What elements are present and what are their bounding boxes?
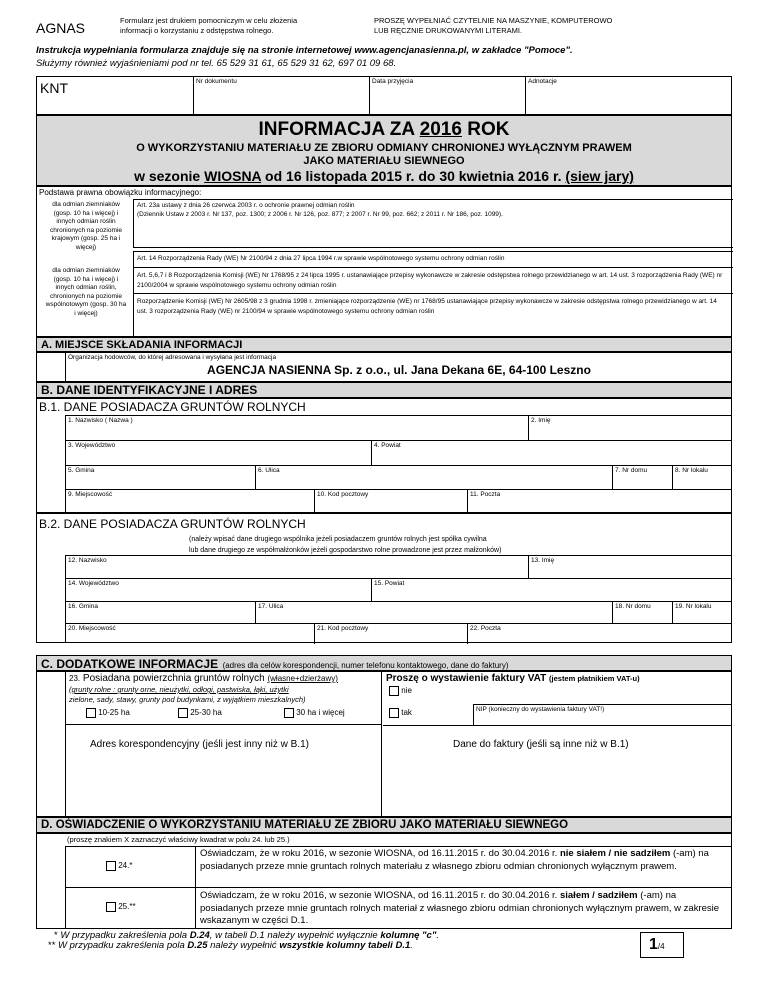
field-23-num: 23. (69, 674, 81, 683)
instructions-line2: Służymy również wyjaśnieniami pod nr tel. 65 529 31 61, 65 529 31 62, 697 01 09 68. (36, 58, 397, 69)
f24-text-b: (-am) na posiadanych przeze mnie gruntach rolnych materiału z własnego zbioru odmian chronionych wyłącznym prawem. (200, 848, 709, 872)
legal-right1 (137, 201, 727, 219)
field-14-wojewodztwo[interactable]: 14. Województwo (68, 580, 119, 587)
section-c-note: (adres dla celów korespondencji, numer telefonu kontaktowego, dane do faktury) (222, 661, 509, 670)
section-c-body (36, 671, 732, 817)
fn2-a: W przypadku zakreślenia pola (58, 940, 188, 951)
legal-right2c: Rozporządzenie Komisji (WE) Nr 2605/98 z 3 grudnia 1998 r. zmieniające rozporządzenie (WE) nr 1768/95 ustanawiające przepisy wykonawcze w zakresie odstępstwa rolnego przewidzianego w art. 14 ust. 3 rozporządzenia Rady (WE) nr 2100/94 w sprawie wspólnotowego systemu ochrony odmian roślin (137, 298, 717, 315)
f24-bold2: nie sadziłem (613, 848, 671, 859)
season-mid: od 16 listopada 2015 r. do 30 kwietnia 2016 r. (261, 168, 566, 184)
opt-25-30[interactable] (178, 708, 222, 718)
title-sub1: O WYKORZYSTANIU MATERIAŁU ZE ZBIORU ODMIANY CHRONIONEJ WYŁĄCZNYM PRAWEM (136, 142, 632, 154)
knt-label: KNT (40, 80, 68, 96)
field-24-label: 24.* (118, 861, 133, 871)
field-23-def2: zielone, sady, stawy, grunty pod budynkami, z wyjątkiem mieszkalnych) (69, 695, 306, 704)
header-caps-line1: PROSZĘ WYPEŁNIAĆ CZYTELNIE NA MASZYNIE, KOMPUTEROWO (374, 16, 613, 25)
field-18-nr-domu[interactable]: 18. Nr domu (612, 602, 672, 623)
section-a-value: AGENCJA NASIENNA Sp. z o.o., ul. Jana Dekana 6E, 64-100 Leszno (207, 363, 591, 377)
opt-10-25-label: 10-25 ha (98, 708, 130, 718)
section-a-label: Organizacja hodowców, do której adresowana i wysyłana jest informacja (68, 354, 277, 361)
f25-bold2: sadziłem (597, 890, 638, 901)
opt-30-plus[interactable] (284, 708, 345, 718)
field-12-nazwisko[interactable]: 12. Nazwisko (68, 557, 107, 564)
doc-row (36, 76, 732, 115)
field-13-imie[interactable]: 13. Imię (528, 556, 732, 578)
nr-dokumentu-field[interactable]: Nr dokumentu (196, 78, 237, 85)
field-23-def (69, 685, 305, 705)
checkbox-25[interactable] (106, 902, 116, 912)
title-sub2: JAKO MATERIAŁU SIEWNEGO (303, 155, 465, 167)
adnotacje-field[interactable]: Adnotacje (528, 78, 557, 85)
field-15-powiat[interactable]: 15. Powiat (371, 579, 732, 601)
b2-note (189, 534, 729, 556)
section-c-title: C. DODATKOWE INFORMACJE (41, 657, 219, 671)
b2-heading: B.2. DANE POSIADACZA GRUNTÓW ROLNYCH (39, 517, 306, 531)
section-b2 (36, 513, 732, 643)
fn2-d: wszystkie kolumny tabeli D.1 (279, 940, 411, 951)
b2-note-line2: lub dane drugiego ze współmałżonków jeżeli gospodarstwo rolne prowadzone jest przez małżonków) (189, 547, 502, 554)
f25-text-a: Oświadczam, że w roku 2016, w sezonie WIOSNA, od 16.11.2015 r. do 30.04.2016 r. (200, 890, 560, 901)
fn2-star: ** (48, 940, 56, 951)
section-c-heading (36, 655, 732, 671)
vat-label (386, 673, 640, 685)
field-20-miejscowosc[interactable]: 20. Miejscowość (68, 625, 116, 632)
field-7-nr-domu[interactable]: 7. Nr domu (612, 466, 672, 489)
section-d-body (36, 833, 732, 929)
f24-bold1: nie siałem / (559, 848, 612, 859)
org-name: AGNAS (36, 20, 86, 36)
f24-text-a: Oświadczam, że w roku 2016, w sezonie WIOSNA, od 16.11.2015 r. do 30.04.2016 r. (200, 848, 560, 859)
legal-right2b: Art. 5,6,7 i 8 Rozporządzenia Komisji (WE) Nr 1768/95 z 24 lipca 1995 r. ustanawiające przepisy wykonawcze w zakresie odstępstwa rolnego przewidzianego w art. 14 ust. 3 rozporządzenia Rady (WE) nr 2100/2004 w sprawie wspólnotowego systemu ochrony odmian roślin (137, 272, 723, 289)
field-24-text (200, 848, 728, 873)
section-a-heading: A. MIEJSCE SKŁADANIA INFORMACJI (36, 337, 732, 352)
vat-no-label: nie (401, 686, 412, 696)
section-d-heading: D. OŚWIADCZENIE O WYKORZYSTANIU MATERIAŁU ZE ZBIORU JAKO MATERIAŁU SIEWNEGO (36, 817, 732, 833)
checkbox-10-25[interactable] (86, 708, 96, 718)
checkbox-30-plus[interactable] (284, 708, 294, 718)
title-main-post: ROK (461, 119, 510, 140)
fn2-e: . (410, 940, 413, 951)
field-1-nazwisko[interactable]: 1. Nazwisko ( Nazwa ) (68, 417, 133, 424)
section-a-body (36, 352, 732, 382)
legal-basis (36, 186, 732, 337)
field-23-def1: (grunty rolne : grunty orne, nieużytki, odłogi, pastwiska, łąki, użytki (69, 685, 289, 694)
data-przyjecia-field[interactable]: Data przyjęcia (372, 78, 414, 85)
instructions (36, 44, 736, 70)
title-block (36, 115, 732, 186)
checkbox-vat-no[interactable] (389, 686, 399, 696)
vat-no[interactable] (389, 686, 412, 696)
vat-yes[interactable] (389, 708, 412, 718)
field-2-imie[interactable]: 2. Imię (528, 416, 732, 440)
footnote-2 (48, 940, 413, 951)
field-22-poczta[interactable]: 22. Poczta (467, 624, 732, 644)
season-pre: w sezonie (134, 168, 205, 184)
field-6-ulica[interactable]: 6. Ulica (255, 466, 612, 489)
title-main-pre: INFORMACJA ZA (258, 119, 420, 140)
legal-right1b: (Dziennik Ustaw z 2003 r. Nr 137, poz. 1300; z 2006 r. Nr 126, poz. 877; z 2007 r. Nr 99, poz. 662; z 2011 r. Nr 186, poz. 1099). (137, 211, 503, 218)
field-17-ulica[interactable]: 17. Ulica (255, 602, 612, 623)
header-note (120, 16, 330, 36)
fn2-c: należy wypełnić (207, 940, 280, 951)
legal-left1: dla odmian ziemniaków (gosp. 10 ha i więcej) i innych odmian roślin chronionych na poziomie krajowym (gosp. 25 ha i więcej) (50, 201, 122, 251)
fn1-d: kolumnę "c" (380, 930, 437, 941)
field-11-poczta[interactable]: 11. Poczta (467, 490, 732, 513)
section-d-note: (proszę znakiem X zaznaczyć właściwy kwadrat w polu 24. lub 25.) (67, 835, 290, 844)
field-21-kod-pocztowy[interactable]: 21. Kod pocztowy (314, 624, 467, 644)
legal-left2: dla odmian ziemniaków (gosp. 10 ha i więcej) i innych odmian roślin, chronionych na poziomie wspólnotowym (gosp. 30 ha i więcej) (45, 267, 127, 317)
title-main (37, 118, 731, 142)
field-23-label (69, 673, 338, 685)
field-8-nr-lokalu[interactable]: 8. Nr lokalu (672, 466, 732, 489)
opt-25-30-label: 25-30 ha (190, 708, 222, 718)
legal-right2a: Art. 14 Rozporządzenia Rady (WE) Nr 2100/94 z dnia 27 lipca 1994 r.w sprawie wspólnotowego systemu ochrony odmian roślin (137, 255, 505, 262)
section-a-field (65, 353, 731, 381)
field-10-kod-pocztowy[interactable]: 10. Kod pocztowy (314, 490, 467, 513)
field-19-nr-lokalu[interactable]: 19. Nr lokalu (672, 602, 732, 623)
opt-10-25[interactable] (86, 708, 130, 718)
fn1-c: , w tabeli D.1 należy wypełnić wyłącznie (209, 930, 381, 941)
fn1-a: W przypadku zakreślenia pola (60, 930, 190, 941)
fn1-e: . (436, 930, 439, 941)
page-total: /4 (657, 942, 665, 951)
nip-field[interactable] (473, 704, 732, 725)
f25-text-b: (-am) na posiadanych przeze mnie gruntach rolnych materiał z własnego zbioru odmian chronionych wyłącznym prawem, w zakresie wskazanym w części D.1. (200, 890, 720, 926)
field-25[interactable] (66, 888, 196, 929)
checkbox-vat-yes[interactable] (389, 708, 399, 718)
fn1-star: * (54, 930, 58, 941)
vat-note: (jestem płatnikiem VAT-u) (549, 674, 640, 683)
legal-heading: Podstawa prawna obowiązku informacyjnego: (39, 188, 202, 197)
field-16-gmina[interactable]: 16. Gmina (68, 603, 98, 610)
checkbox-25-30[interactable] (178, 708, 188, 718)
vat-title: Proszę o wystawienie faktury VAT (386, 673, 547, 684)
vat-block (383, 672, 732, 816)
section-b-heading: B. DANE IDENTYFIKACYJNE I ADRES (36, 382, 732, 398)
title-season (37, 168, 731, 185)
opt-30-plus-label: 30 ha i więcej (296, 708, 345, 718)
field-9-miejscowosc[interactable]: 9. Miejscowość (68, 491, 113, 498)
checkbox-24[interactable] (106, 861, 116, 871)
field-4-powiat[interactable]: 4. Powiat (371, 441, 732, 465)
header-note-line2: informacji o korzystaniu z odstępstwa rolnego. (120, 26, 274, 35)
b2-note-line1: (należy wpisać dane drugiego wspólnika jeżeli posiadaczem gruntów rolnych jest spółka cywilna (189, 536, 487, 543)
season-word: WIOSNA (204, 168, 262, 184)
fn1-b: D.24 (189, 930, 210, 941)
field-25-text (200, 890, 728, 928)
header-note-line1: Formularz jest drukiem pomocniczym w celu złożenia (120, 16, 298, 25)
field-24[interactable] (66, 847, 196, 887)
nip-label: NIP (konieczny do wystawienia faktury VAT!) (476, 706, 605, 713)
b1-heading: B.1. DANE POSIADACZA GRUNTÓW ROLNYCH (39, 400, 306, 414)
addr-label[interactable]: Adres korespondencyjny (jeśli jest inny niż w B.1) (90, 739, 309, 750)
vat-yes-label: tak (401, 708, 412, 718)
page-number (649, 936, 665, 954)
title-year: 2016 (419, 119, 462, 140)
instructions-line1: Instrukcja wypełniania formularza znajduje się na stronie internetowej www.agencjanasienna.pl, w zakładce "Pomoce". (36, 45, 573, 56)
legal-right1a: Art. 23a ustawy z dnia 26 czerwca 2003 r. o ochronie prawnej odmian roślin (137, 202, 355, 209)
field-25-label: 25.** (118, 902, 136, 912)
page-number-box (640, 932, 684, 958)
field-3-wojewodztwo[interactable]: 3. Województwo (68, 442, 116, 449)
fn2-b: D.25 (187, 940, 208, 951)
f25-bold1: siałem / (559, 890, 595, 901)
field-23-title: Posiadana powierzchnia gruntów rolnych (82, 673, 265, 684)
field-23 (66, 672, 382, 816)
field-5-gmina[interactable]: 5. Gmina (68, 467, 95, 474)
field-23-paren: (własne+dzierżawy) (267, 674, 338, 683)
section-b1 (36, 398, 732, 513)
invoice-label[interactable]: Dane do faktury (jeśli są inne niż w B.1) (453, 739, 629, 750)
season-end: (siew jary) (565, 168, 634, 184)
header-caps (374, 16, 704, 36)
header-caps-line2: LUB RĘCZNIE DRUKOWANYMI LITERAMI. (374, 26, 523, 35)
page-current: 1 (649, 936, 658, 953)
